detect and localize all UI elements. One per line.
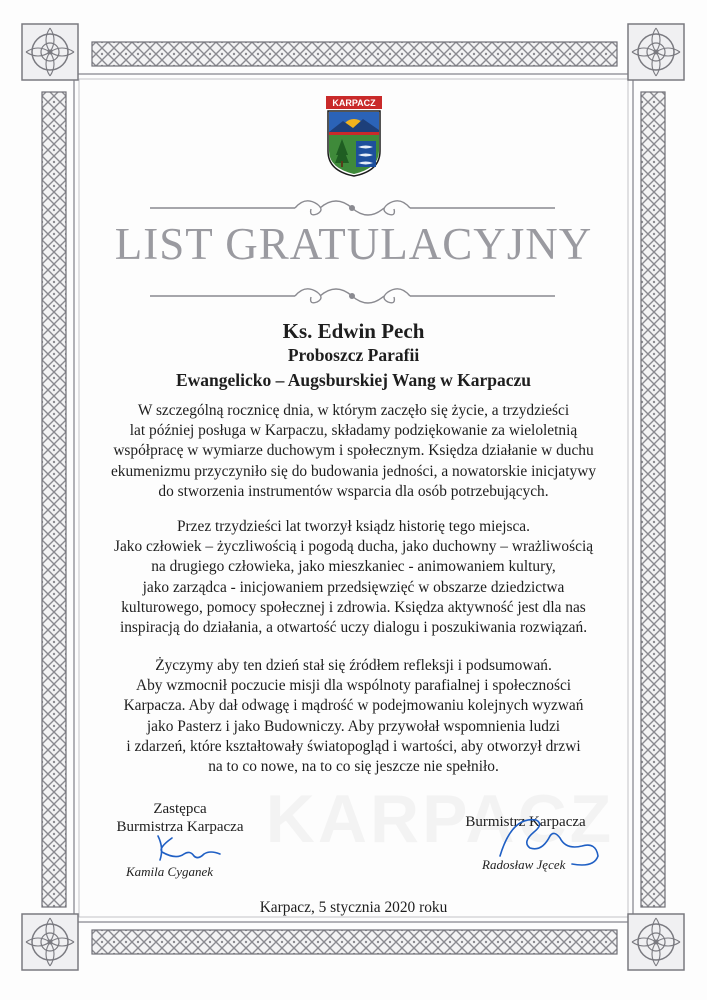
- paragraph-line: Przez trzydzieści lat tworzył ksiądz historię tego miejsca.: [176, 518, 530, 535]
- corner-ornament-icon: [626, 912, 686, 972]
- paragraph-line: do stworzenia instrumentów wsparcia dla osób potrzebujących.: [158, 482, 549, 500]
- paragraph-line: współpracę w wymiarze duchowym i społecznym. Księdza działanie w duchu: [113, 442, 594, 460]
- paragraph-line: Życzymy aby ten dzień stał się źródłem refleksji i podsumowań.: [155, 657, 552, 674]
- recipient-role: Proboszcz Parafii: [287, 345, 420, 365]
- left-signatory-name: Kamila Cyganek: [126, 864, 214, 879]
- paragraph-line: Karpacza. Aby dał odwagę i mądrość w podejmowaniu kolejnych wyzwań: [123, 697, 584, 715]
- paragraph-2: [80, 517, 627, 638]
- paragraph-line: inspiracją do działania, a otwartość uczy dialogu i poszukiwania rozwiązań.: [119, 619, 588, 637]
- right-signatory-name: Radosław Jęcek: [482, 857, 566, 872]
- paragraph-line: na drugiego człowieka, jako mieszkaniec - animowaniem kultury,: [151, 558, 556, 576]
- recipient-parish: Ewangelicko – Augsburskiej Wang w Karpaczu: [175, 370, 532, 390]
- corner-ornament-icon: [20, 912, 80, 972]
- corner-ornament-icon: [626, 22, 686, 82]
- crest-label: KARPACZ: [332, 98, 376, 108]
- recipient-name: Ks. Edwin Pech: [282, 319, 425, 343]
- left-signature-title-line2: Burmistrza Karpacza: [116, 819, 244, 835]
- right-signature-title: Burmistrz Karpacza: [465, 814, 586, 830]
- left-handwritten-signature: [150, 832, 230, 866]
- paragraph-line: na to co nowe, na to co się jeszcze nie spełniło.: [208, 758, 499, 776]
- paragraph-line: ekumenizmu przyczyniło się do budowania jedności, a nowatorskie inicjatywy: [110, 462, 597, 480]
- left-signature-title: [95, 800, 265, 836]
- paragraph-1: [80, 401, 627, 502]
- karpacz-crest-icon: [325, 95, 383, 177]
- place-and-date: Karpacz, 5 stycznia 2020 roku: [259, 899, 448, 916]
- paragraph-3: [80, 656, 627, 777]
- paragraph-line: Aby wzmocnił poczucie misji dla wspólnoty parafialnej i społeczności: [135, 677, 572, 695]
- document-title: LIST GRATULACYJNY: [114, 219, 593, 269]
- paragraph-line: jako zarządca - inicjowaniem przedsięwzięć w obszarze dziedzictwa: [142, 578, 565, 596]
- paragraph-line: kulturowego, pomocy społecznej i zdrowia. Księdza aktywność jest dla nas: [121, 598, 586, 616]
- paragraph-line: jako Pasterz i jako Budowniczy. Aby przywołał wspomnienia ludzi: [146, 717, 561, 735]
- paragraph-line: lat później posługa w Karpaczu, składamy podziękowanie za wieloletnią: [129, 422, 578, 440]
- paragraph-line: i zdarzeń, które kształtowały światopogląd i wartości, aby otworzył drzwi: [126, 737, 581, 755]
- corner-ornament-icon: [20, 22, 80, 82]
- paragraph-line: W szczególną rocznicę dnia, w którym zaczęło się życie, a trzydzieści: [137, 402, 570, 419]
- paragraph-line: Jako człowiek – życzliwością i pogodą ducha, jako duchowny – wrażliwością: [113, 538, 594, 556]
- left-signature-title-line1: Zastępca: [153, 801, 207, 817]
- scroll-divider-icon: [150, 283, 555, 309]
